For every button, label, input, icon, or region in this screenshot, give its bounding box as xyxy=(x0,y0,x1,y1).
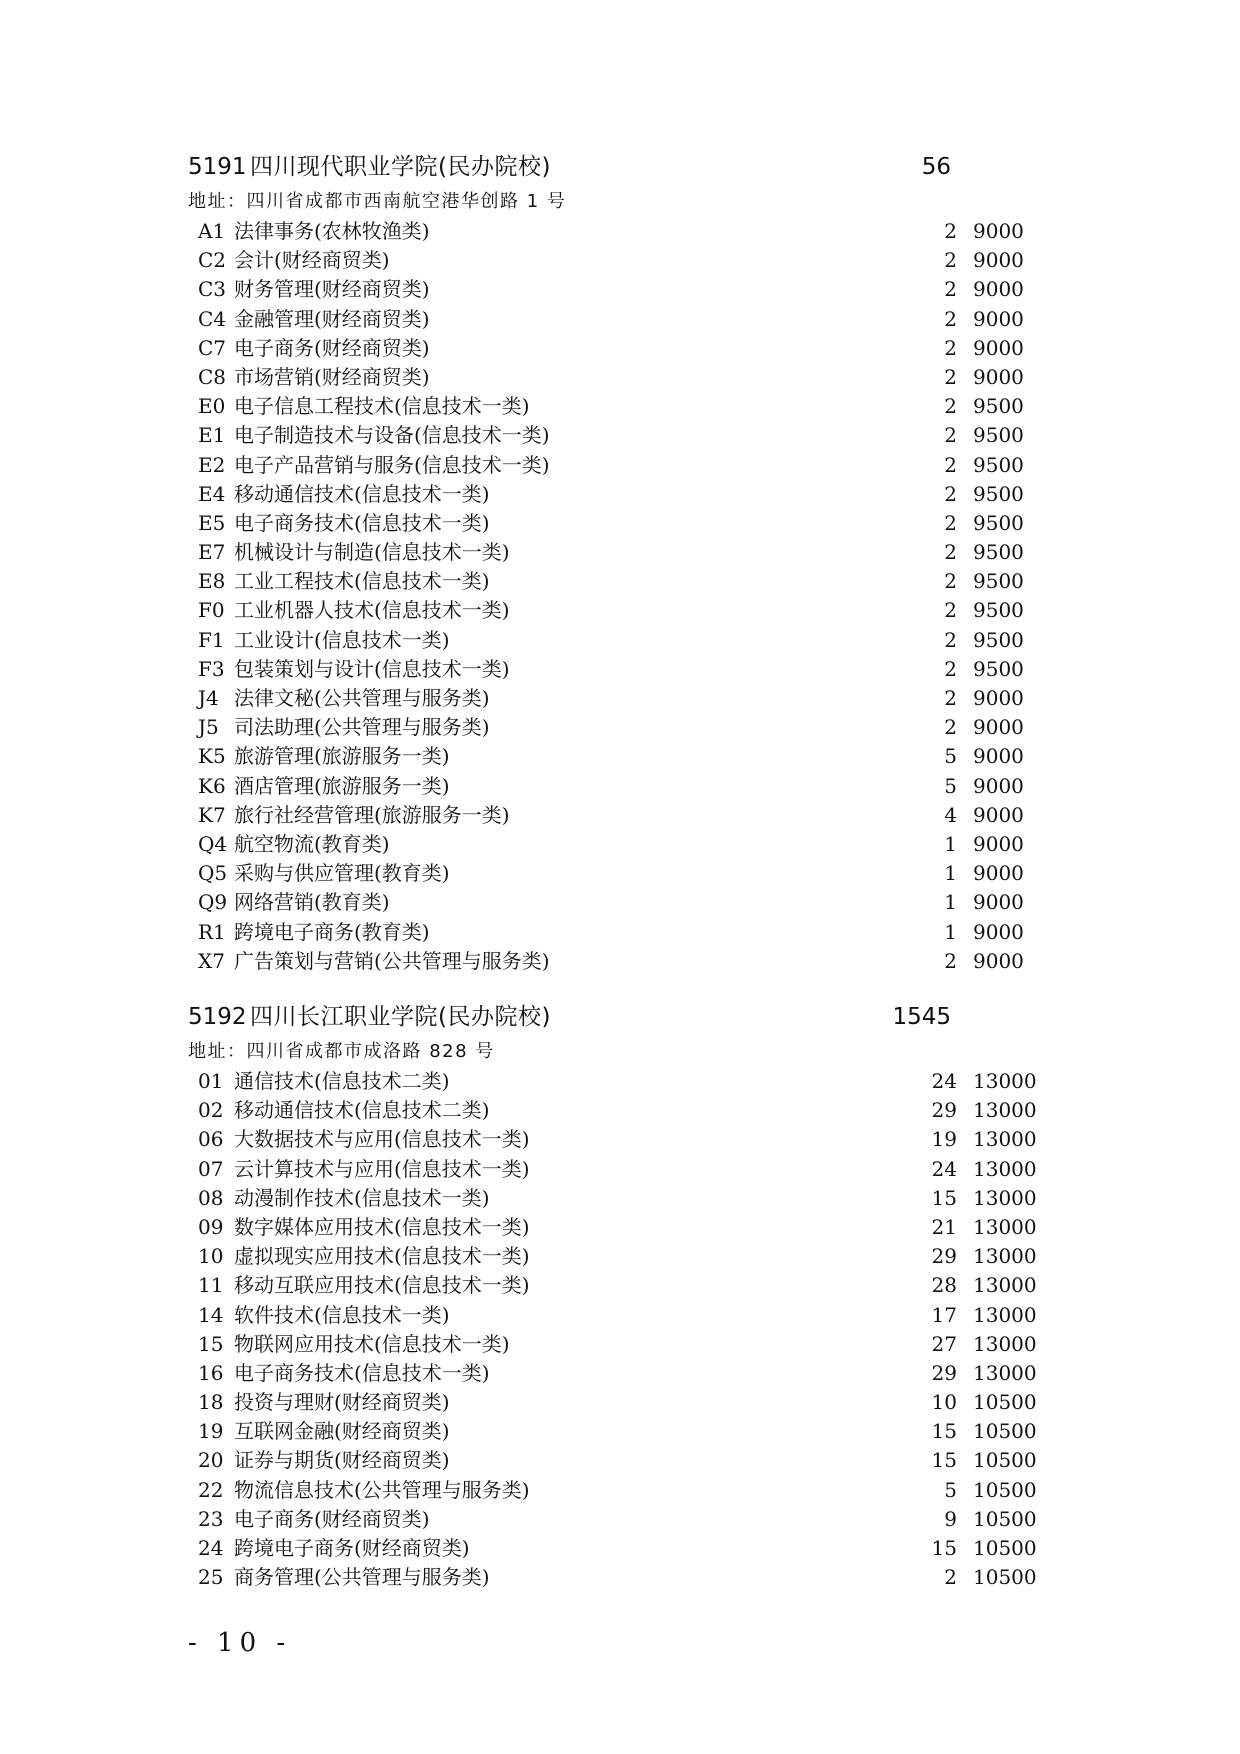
major-code: E2 xyxy=(198,452,226,477)
major-tuition-fee: 9000 xyxy=(973,890,1024,915)
major-plan-count: 2 xyxy=(944,277,957,302)
major-code: E8 xyxy=(198,569,226,594)
major-row xyxy=(188,1534,1048,1563)
major-tuition-fee: 13000 xyxy=(973,1302,1037,1327)
major-row xyxy=(188,305,1048,334)
major-name: 跨境电子商务(财经商贸类) xyxy=(234,1536,470,1560)
major-code: K6 xyxy=(198,773,226,798)
major-name: 移动通信技术(信息技术一类) xyxy=(234,481,490,506)
major-code: 10 xyxy=(198,1244,224,1269)
major-name: 财务管理(财经商贸类) xyxy=(234,277,430,302)
major-code: J5 xyxy=(198,715,219,740)
major-plan-count: 2 xyxy=(944,686,957,710)
major-plan-count: 2 xyxy=(944,540,957,565)
major-row xyxy=(188,801,1048,830)
major-code: F1 xyxy=(198,627,225,652)
major-name: 工业工程技术(信息技术一类) xyxy=(234,569,490,594)
major-row xyxy=(188,772,1048,801)
major-code: C4 xyxy=(198,306,227,331)
major-plan-count: 27 xyxy=(931,1331,957,1356)
major-row xyxy=(188,1446,1048,1475)
major-plan-count: 2 xyxy=(944,364,957,389)
major-name: 大数据技术与应用(信息技术一类) xyxy=(234,1127,530,1152)
major-name: 电子商务技术(信息技术一类) xyxy=(234,510,490,535)
major-tuition-fee: 9500 xyxy=(973,510,1024,535)
major-plan-count: 15 xyxy=(931,1536,957,1560)
major-name: 移动互联应用技术(信息技术一类) xyxy=(234,1273,530,1298)
major-name: 云计算技术与应用(信息技术一类) xyxy=(234,1156,530,1181)
major-plan-count: 15 xyxy=(931,1448,957,1473)
major-name: 物联网应用技术(信息技术一类) xyxy=(234,1331,510,1356)
major-name: 市场营销(财经商贸类) xyxy=(234,364,430,389)
major-tuition-fee: 9500 xyxy=(973,627,1024,652)
major-name: 工业机器人技术(信息技术一类) xyxy=(234,598,510,623)
major-name: 软件技术(信息技术一类) xyxy=(234,1302,450,1327)
major-code: C2 xyxy=(198,248,227,273)
major-plan-count: 19 xyxy=(931,1127,957,1152)
major-tuition-fee: 13000 xyxy=(973,1214,1037,1239)
major-code: 14 xyxy=(198,1302,224,1327)
major-tuition-fee: 9000 xyxy=(973,335,1024,360)
major-code: E1 xyxy=(198,423,226,448)
school-address: 地址：四川省成都市西南航空港华创路 1 号 xyxy=(188,191,567,212)
major-row xyxy=(188,888,1048,917)
major-name: 移动通信技术(信息技术二类) xyxy=(234,1098,490,1123)
major-name: 互联网金融(财经商贸类) xyxy=(234,1419,450,1444)
major-tuition-fee: 13000 xyxy=(973,1331,1037,1356)
major-name: 广告策划与营销(公共管理与服务类) xyxy=(234,948,550,973)
major-row xyxy=(188,363,1048,392)
major-code: F3 xyxy=(198,656,225,681)
major-plan-count: 15 xyxy=(931,1419,957,1444)
school-header xyxy=(188,997,1048,1037)
major-row xyxy=(188,1271,1048,1300)
major-tuition-fee: 9500 xyxy=(973,423,1024,448)
major-name: 通信技术(信息技术二类) xyxy=(234,1069,450,1093)
school-total-plan: 1545 xyxy=(892,1004,951,1030)
major-row xyxy=(188,1359,1048,1388)
major-plan-count: 2 xyxy=(944,248,957,273)
major-code: 24 xyxy=(198,1536,224,1560)
major-plan-count: 5 xyxy=(944,773,957,798)
major-code: K7 xyxy=(198,802,226,827)
major-plan-count: 5 xyxy=(944,744,957,769)
major-tuition-fee: 9000 xyxy=(973,277,1024,302)
major-row xyxy=(188,480,1048,509)
major-tuition-fee: 9500 xyxy=(973,598,1024,623)
major-row xyxy=(188,713,1048,742)
major-name: 酒店管理(旅游服务一类) xyxy=(234,773,450,798)
major-row xyxy=(188,421,1048,450)
major-row xyxy=(188,947,1048,976)
major-tuition-fee: 9000 xyxy=(973,948,1024,973)
major-code: 02 xyxy=(198,1098,224,1123)
major-code: E0 xyxy=(198,394,226,419)
major-name: 虚拟现实应用技术(信息技术一类) xyxy=(234,1244,530,1269)
major-name: 商务管理(公共管理与服务类) xyxy=(234,1565,490,1590)
major-tuition-fee: 13000 xyxy=(973,1069,1037,1093)
major-plan-count: 10 xyxy=(931,1390,957,1415)
major-row xyxy=(188,1155,1048,1184)
major-tuition-fee: 13000 xyxy=(973,1244,1037,1269)
major-name: 数字媒体应用技术(信息技术一类) xyxy=(234,1214,530,1239)
major-name: 机械设计与制造(信息技术一类) xyxy=(234,540,510,565)
major-row xyxy=(188,626,1048,655)
major-code: 23 xyxy=(198,1506,224,1531)
major-row xyxy=(188,1417,1048,1446)
major-row xyxy=(188,392,1048,421)
major-row xyxy=(188,1067,1048,1096)
major-tuition-fee: 10500 xyxy=(973,1390,1037,1415)
major-row xyxy=(188,1096,1048,1125)
major-plan-count: 2 xyxy=(944,219,957,243)
major-code: R1 xyxy=(198,919,226,944)
major-code: J4 xyxy=(198,686,219,710)
major-row xyxy=(188,1563,1048,1592)
major-row xyxy=(188,509,1048,538)
major-tuition-fee: 9500 xyxy=(973,569,1024,594)
major-list xyxy=(188,1067,1048,1592)
major-row xyxy=(188,1388,1048,1417)
major-row xyxy=(188,1184,1048,1213)
major-tuition-fee: 13000 xyxy=(973,1127,1037,1152)
major-name: 电子商务(财经商贸类) xyxy=(234,1506,430,1531)
major-plan-count: 2 xyxy=(944,452,957,477)
major-name: 金融管理(财经商贸类) xyxy=(234,306,430,331)
major-plan-count: 2 xyxy=(944,481,957,506)
major-row xyxy=(188,217,1048,246)
major-name: 网络营销(教育类) xyxy=(234,890,390,915)
major-tuition-fee: 13000 xyxy=(973,1098,1037,1123)
major-code: 25 xyxy=(198,1565,224,1590)
major-plan-count: 21 xyxy=(931,1214,957,1239)
major-plan-count: 29 xyxy=(931,1098,957,1123)
major-row xyxy=(188,1330,1048,1359)
major-tuition-fee: 9500 xyxy=(973,656,1024,681)
major-plan-count: 5 xyxy=(944,1477,957,1502)
major-code: 08 xyxy=(198,1185,224,1210)
major-name: 跨境电子商务(教育类) xyxy=(234,919,430,944)
major-plan-count: 28 xyxy=(931,1273,957,1298)
major-tuition-fee: 13000 xyxy=(973,1273,1037,1298)
major-name: 航空物流(教育类) xyxy=(234,831,390,856)
major-tuition-fee: 10500 xyxy=(973,1536,1037,1560)
major-plan-count: 2 xyxy=(944,715,957,740)
major-name: 法律事务(农林牧渔类) xyxy=(234,219,430,243)
major-code: Q4 xyxy=(198,831,228,856)
major-plan-count: 1 xyxy=(944,919,957,944)
major-name: 电子制造技术与设备(信息技术一类) xyxy=(234,423,550,448)
major-name: 旅游管理(旅游服务一类) xyxy=(234,744,450,769)
major-row xyxy=(188,859,1048,888)
major-plan-count: 29 xyxy=(931,1244,957,1269)
major-row xyxy=(188,567,1048,596)
major-plan-count: 2 xyxy=(944,948,957,973)
major-name: 电子商务(财经商贸类) xyxy=(234,335,430,360)
major-tuition-fee: 13000 xyxy=(973,1156,1037,1181)
major-tuition-fee: 9000 xyxy=(973,919,1024,944)
major-code: 15 xyxy=(198,1331,224,1356)
major-tuition-fee: 9000 xyxy=(973,744,1024,769)
major-code: 06 xyxy=(198,1127,224,1152)
major-row xyxy=(188,1505,1048,1534)
major-code: 07 xyxy=(198,1156,224,1181)
major-name: 电子商务技术(信息技术一类) xyxy=(234,1360,490,1385)
school-total-plan: 56 xyxy=(921,154,951,180)
major-row xyxy=(188,1213,1048,1242)
major-code: E5 xyxy=(198,510,226,535)
major-code: 18 xyxy=(198,1390,224,1415)
major-row xyxy=(188,246,1048,275)
major-row xyxy=(188,538,1048,567)
major-plan-count: 2 xyxy=(944,569,957,594)
major-code: 22 xyxy=(198,1477,224,1502)
major-tuition-fee: 9000 xyxy=(973,715,1024,740)
major-row xyxy=(188,742,1048,771)
major-plan-count: 2 xyxy=(944,510,957,535)
page-number: - 10 - xyxy=(188,1628,292,1658)
major-tuition-fee: 13000 xyxy=(973,1185,1037,1210)
major-code: 01 xyxy=(198,1069,224,1093)
major-plan-count: 29 xyxy=(931,1360,957,1385)
major-row xyxy=(188,334,1048,363)
major-tuition-fee: 9000 xyxy=(973,802,1024,827)
major-name: 旅行社经营管理(旅游服务一类) xyxy=(234,802,510,827)
major-plan-count: 2 xyxy=(944,1565,957,1590)
major-name: 采购与供应管理(教育类) xyxy=(234,861,450,886)
major-tuition-fee: 13000 xyxy=(973,1360,1037,1385)
major-code: C8 xyxy=(198,364,227,389)
major-tuition-fee: 9500 xyxy=(973,394,1024,419)
major-plan-count: 9 xyxy=(944,1506,957,1531)
major-code: 09 xyxy=(198,1214,224,1239)
major-row xyxy=(188,918,1048,947)
major-code: E7 xyxy=(198,540,226,565)
major-plan-count: 2 xyxy=(944,598,957,623)
major-tuition-fee: 10500 xyxy=(973,1565,1037,1590)
major-code: K5 xyxy=(198,744,226,769)
major-code: A1 xyxy=(198,219,226,243)
major-plan-count: 2 xyxy=(944,656,957,681)
major-row xyxy=(188,596,1048,625)
major-plan-count: 1 xyxy=(944,831,957,856)
major-plan-count: 1 xyxy=(944,861,957,886)
major-name: 物流信息技术(公共管理与服务类) xyxy=(234,1477,530,1502)
school-name: 四川现代职业学院(民办院校) xyxy=(250,154,551,180)
major-list xyxy=(188,217,1048,976)
major-name: 投资与理财(财经商贸类) xyxy=(234,1390,450,1415)
major-name: 包装策划与设计(信息技术一类) xyxy=(234,656,510,681)
major-tuition-fee: 9000 xyxy=(973,364,1024,389)
major-tuition-fee: 9000 xyxy=(973,306,1024,331)
major-plan-count: 2 xyxy=(944,306,957,331)
school-section-5192 xyxy=(188,997,1048,1592)
major-plan-count: 1 xyxy=(944,890,957,915)
major-name: 证券与期货(财经商贸类) xyxy=(234,1448,450,1473)
major-row xyxy=(188,451,1048,480)
major-plan-count: 2 xyxy=(944,394,957,419)
major-tuition-fee: 10500 xyxy=(973,1419,1037,1444)
major-code: Q5 xyxy=(198,861,228,886)
school-code: 5192 xyxy=(188,1004,247,1030)
major-name: 司法助理(公共管理与服务类) xyxy=(234,715,490,740)
major-tuition-fee: 9500 xyxy=(973,540,1024,565)
major-tuition-fee: 9000 xyxy=(973,861,1024,886)
major-code: 11 xyxy=(198,1273,224,1298)
major-row xyxy=(188,684,1048,713)
major-tuition-fee: 9000 xyxy=(973,219,1024,243)
major-code: E4 xyxy=(198,481,226,506)
major-tuition-fee: 10500 xyxy=(973,1477,1037,1502)
major-tuition-fee: 9000 xyxy=(973,686,1024,710)
major-row xyxy=(188,1476,1048,1505)
major-code: F0 xyxy=(198,598,225,623)
major-code: C7 xyxy=(198,335,227,360)
major-code: 16 xyxy=(198,1360,224,1385)
major-plan-count: 2 xyxy=(944,335,957,360)
major-name: 会计(财经商贸类) xyxy=(234,248,390,273)
major-row xyxy=(188,1242,1048,1271)
school-section-5191 xyxy=(188,147,1048,976)
major-name: 动漫制作技术(信息技术一类) xyxy=(234,1185,490,1210)
major-plan-count: 2 xyxy=(944,423,957,448)
major-name: 电子产品营销与服务(信息技术一类) xyxy=(234,452,550,477)
major-tuition-fee: 9000 xyxy=(973,831,1024,856)
major-tuition-fee: 9500 xyxy=(973,481,1024,506)
major-plan-count: 24 xyxy=(931,1069,957,1093)
school-code: 5191 xyxy=(188,154,247,180)
major-name: 电子信息工程技术(信息技术一类) xyxy=(234,394,530,419)
major-tuition-fee: 10500 xyxy=(973,1448,1037,1473)
major-plan-count: 15 xyxy=(931,1185,957,1210)
major-plan-count: 4 xyxy=(944,802,957,827)
major-plan-count: 24 xyxy=(931,1156,957,1181)
major-row xyxy=(188,655,1048,684)
major-plan-count: 17 xyxy=(931,1302,957,1327)
major-tuition-fee: 9000 xyxy=(973,248,1024,273)
major-row xyxy=(188,830,1048,859)
major-row xyxy=(188,1125,1048,1154)
major-name: 法律文秘(公共管理与服务类) xyxy=(234,686,490,710)
major-code: 19 xyxy=(198,1419,224,1444)
major-tuition-fee: 10500 xyxy=(973,1506,1037,1531)
major-tuition-fee: 9500 xyxy=(973,452,1024,477)
major-name: 工业设计(信息技术一类) xyxy=(234,627,450,652)
major-tuition-fee: 9000 xyxy=(973,773,1024,798)
major-code: Q9 xyxy=(198,890,228,915)
major-code: C3 xyxy=(198,277,227,302)
major-code: 20 xyxy=(198,1448,224,1473)
major-code: X7 xyxy=(198,948,225,973)
school-header xyxy=(188,147,1048,187)
major-row xyxy=(188,1301,1048,1330)
school-address: 地址：四川省成都市成洛路 828 号 xyxy=(188,1041,495,1062)
school-name: 四川长江职业学院(民办院校) xyxy=(250,1004,551,1030)
major-plan-count: 2 xyxy=(944,627,957,652)
major-row xyxy=(188,275,1048,304)
